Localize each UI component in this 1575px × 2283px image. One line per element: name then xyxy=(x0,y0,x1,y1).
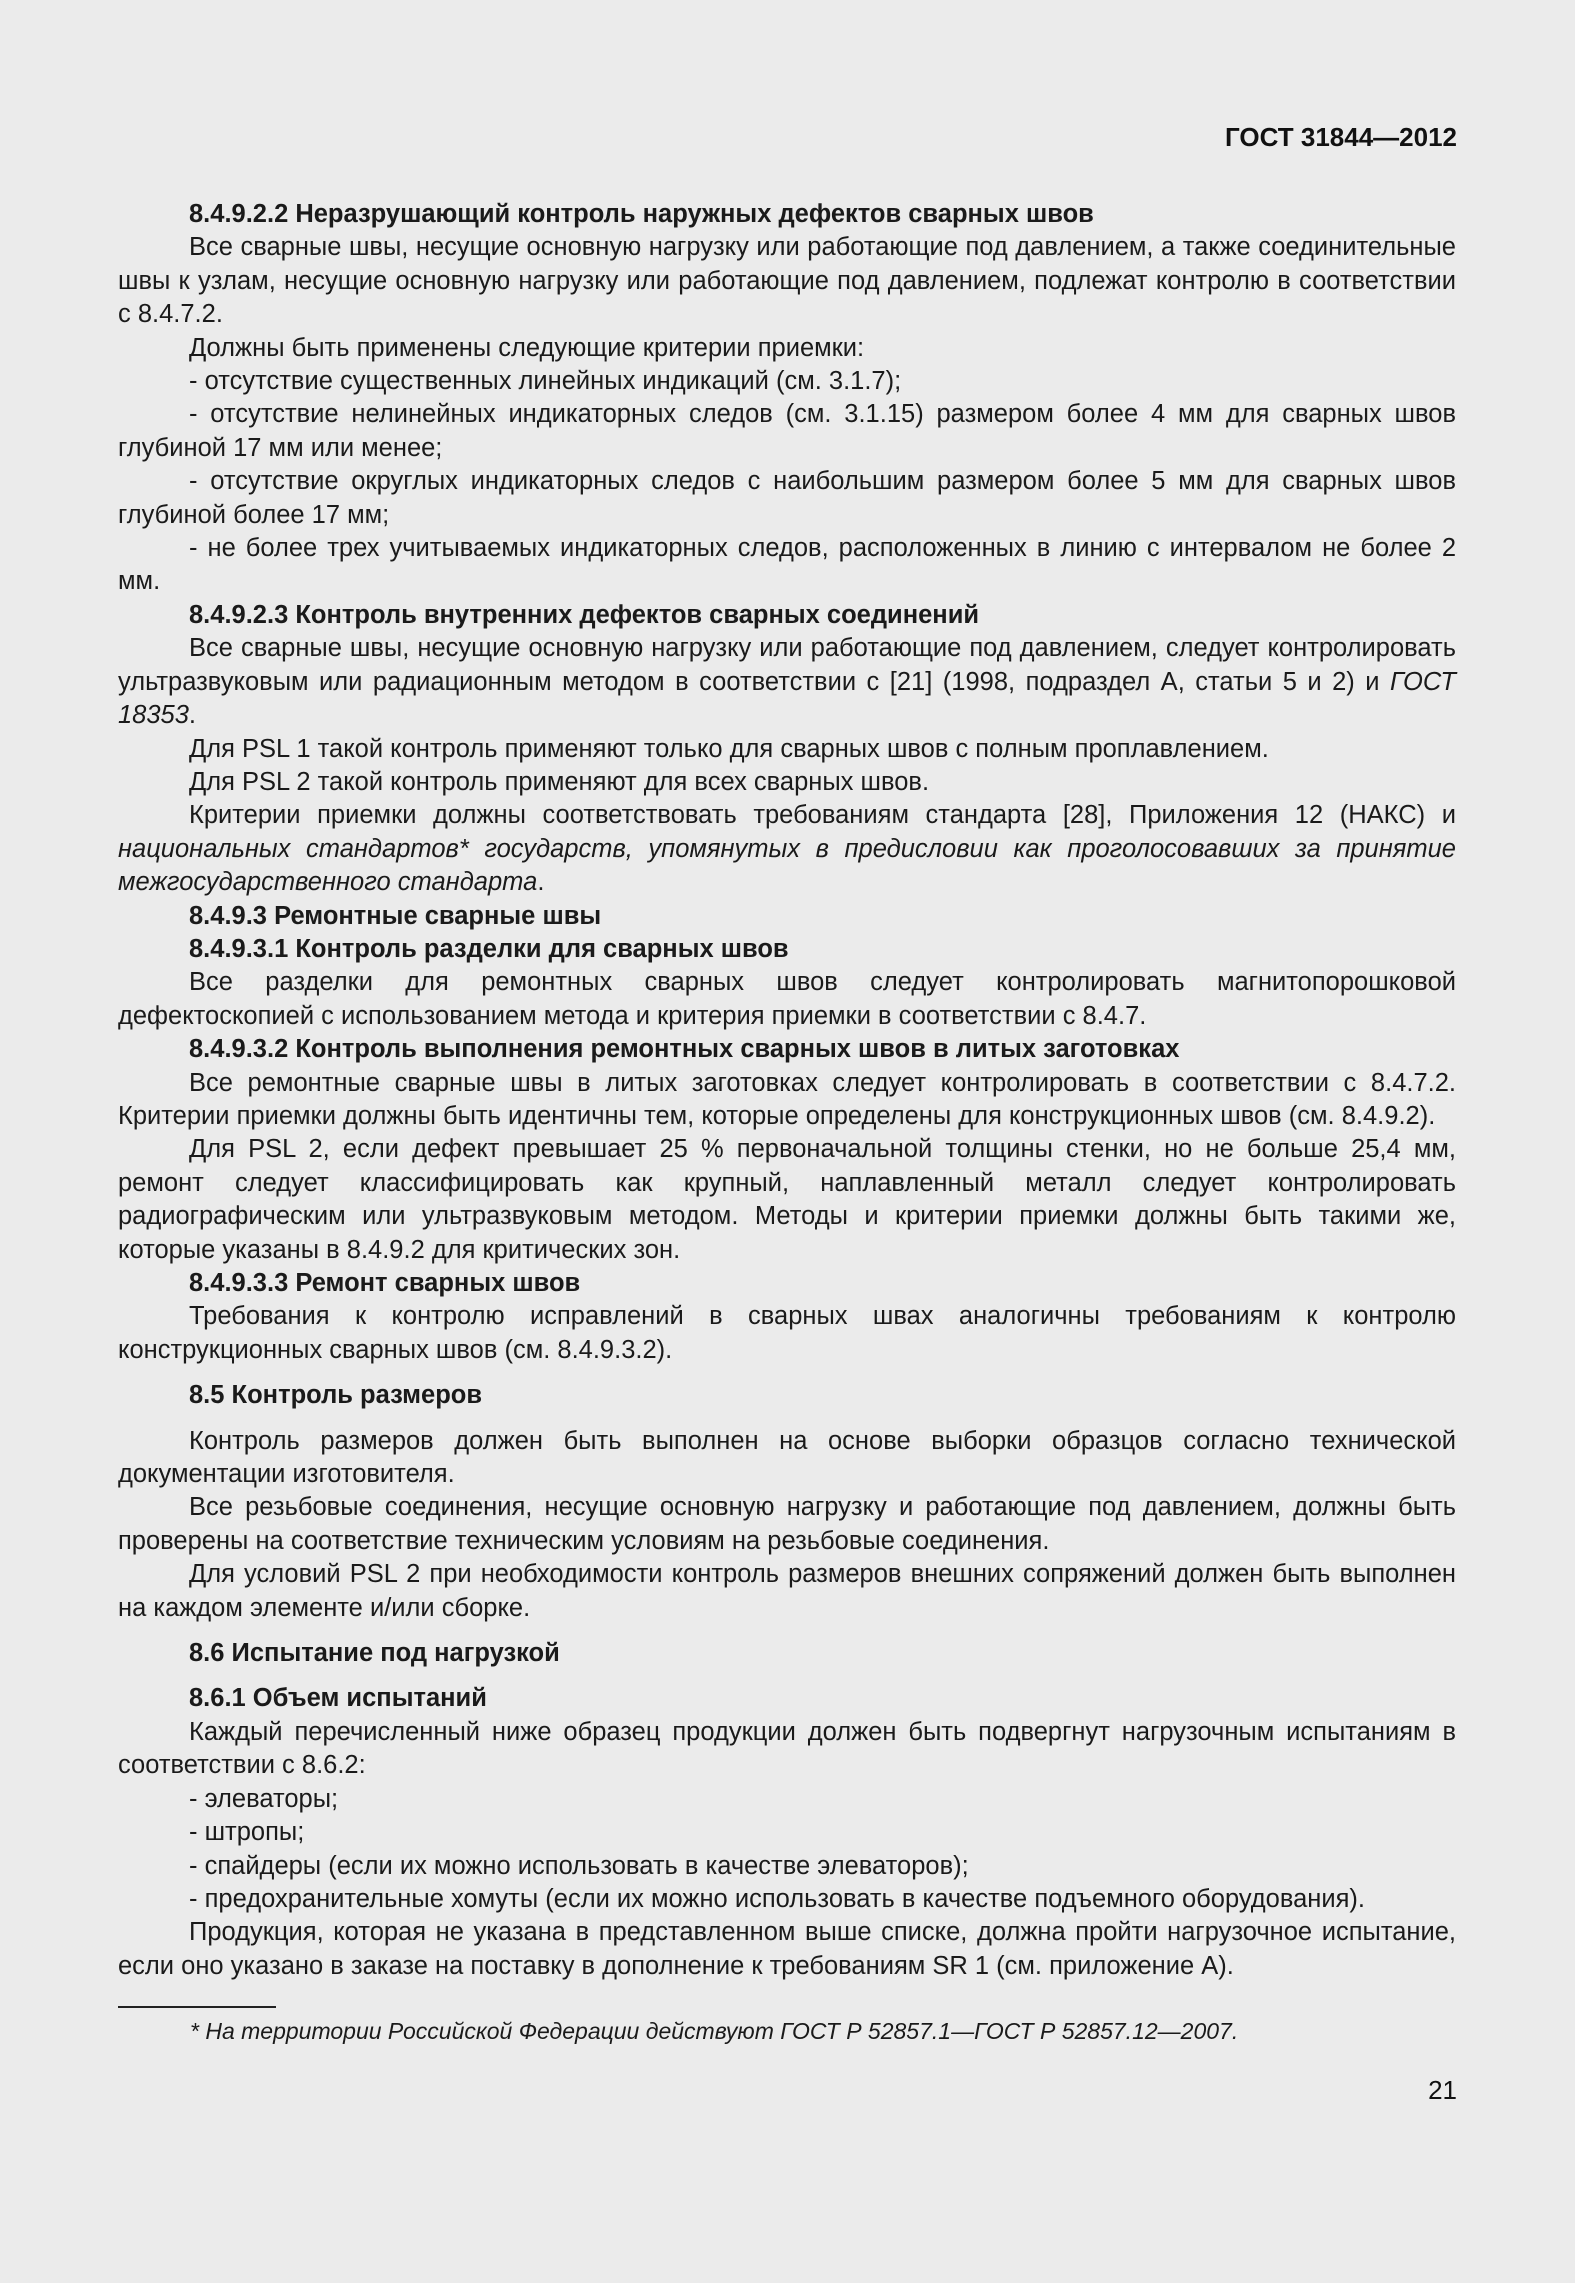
paragraph: Каждый перечисленный ниже образец продукции должен быть подвергнут нагрузочным испытаниям в соответствии с 8.6.2: xyxy=(118,1717,1456,1780)
paragraph: Все разделки для ремонтных сварных швов следует контролировать магнитопорошковой дефектоскопией с использованием метода и критерия приемки в соответствии с 8.4.7. xyxy=(118,968,1456,1030)
section-heading: 8.4.9.3.1 Контроль разделки для сварных швов xyxy=(189,934,789,963)
page-number: 21 xyxy=(1428,2075,1457,2105)
section-heading: 8.5 Контроль размеров xyxy=(189,1381,483,1410)
section-heading: 8.6.1 Объем испытаний xyxy=(189,1684,487,1713)
paragraph: Все сварные швы, несущие основную нагрузку или работающие под давлением, следует контролировать ультразвуковым или радиационным методом в соответствии с [21] (1998, подраздел А, статьи 5 и 2) и ГОСТ 18353. xyxy=(118,634,1456,730)
paragraph: Все ремонтные сварные швы в литых заготовках следует контролировать в соответствии с 8.4.7.2. Критерии приемки должны быть идентичны тем, которые определены для конструкционных швов (см. 8.4.9.2). xyxy=(118,1068,1456,1130)
section-heading: 8.4.9.3.3 Ремонт сварных швов xyxy=(189,1269,581,1297)
paragraph: - элеваторы; xyxy=(189,1784,339,1813)
paragraph: Все резьбовые соединения, несущие основную нагрузку и работающие под давлением, должны быть проверены на соответствие техническим условиям на резьбовые соединения. xyxy=(118,1493,1456,1555)
paragraph: Для PSL 1 такой контроль применяют только для сварных швов с полным проплавлением. xyxy=(189,734,1269,763)
paragraph: Контроль размеров должен быть выполнен на основе выборки образцов согласно технической документации изготовителя. xyxy=(118,1426,1456,1489)
paragraph: - отсутствие нелинейных индикаторных следов (см. 3.1.15) размером более 4 мм для сварных швов глубиной 17 мм или менее; xyxy=(118,400,1456,462)
paragraph: - штропы; xyxy=(189,1818,305,1847)
paragraph: Для PSL 2 такой контроль применяют для всех сварных швов. xyxy=(189,767,930,796)
paragraph: - не более трех учитываемых индикаторных следов, расположенных в линию с интервалом не более 2 мм. xyxy=(118,534,1456,596)
paragraph: - отсутствие существенных линейных индикаций (см. 3.1.7); xyxy=(189,367,902,396)
section-heading: 8.4.9.3 Ремонтные сварные швы xyxy=(189,901,602,930)
section-heading: 8.4.9.2.3 Контроль внутренних дефектов сварных соединений xyxy=(189,600,980,629)
paragraph: Для условий PSL 2 при необходимости контроль размеров внешних сопряжений должен быть выполнен на каждом элементе и/или сборке. xyxy=(118,1560,1456,1622)
document-body xyxy=(118,198,1456,1983)
paragraph: Критерии приемки должны соответствовать требованиям стандарта [28], Приложения 12 (НАКС) и национальных стандартов* государств, упомянутых в предисловии как проголосовавших за принятие межгосударственного стандарта. xyxy=(118,801,1456,897)
document-id: ГОСТ 31844—2012 xyxy=(1225,122,1457,152)
paragraph: Для PSL 2, если дефект превышает 25 % первоначальной толщины стенки, но не больше 25,4 мм, ремонт следует классифицировать как крупный, наплавленный металл следует контролировать радиографическим или ультразвуковым методом. Методы и критерии приемки должны быть такими же, которые указаны в 8.4.9.2 для критических зон. xyxy=(118,1135,1456,1264)
footnote-divider xyxy=(118,2006,276,2008)
paragraph: Все сварные швы, несущие основную нагрузку или работающие под давлением, а также соединительные швы к узлам, несущие основную нагрузку или работающие под давлением, подлежат контролю в соответствии с 8.4.7.2. xyxy=(118,233,1456,329)
paragraph: Требования к контролю исправлений в сварных швах аналогичны требованиям к контролю конструкционных сварных швов (см. 8.4.9.3.2). xyxy=(118,1302,1456,1364)
paragraph: Должны быть применены следующие критерии приемки: xyxy=(189,333,865,362)
section-heading: 8.4.9.3.2 Контроль выполнения ремонтных сварных швов в литых заготовках xyxy=(189,1035,1180,1064)
footnote: * На территории Российской Федерации действуют ГОСТ Р 52857.1—ГОСТ Р 52857.12—2007. xyxy=(190,2018,1239,2044)
paragraph: - спайдеры (если их можно использовать в качестве элеваторов); xyxy=(189,1851,969,1880)
section-heading: 8.4.9.2.2 Неразрушающий контроль наружных дефектов сварных швов xyxy=(189,200,1094,228)
paragraph: - отсутствие округлых индикаторных следов с наибольшим размером более 5 мм для сварных швов глубиной более 17 мм; xyxy=(118,467,1456,529)
section-heading: 8.6 Испытание под нагрузкой xyxy=(189,1639,560,1668)
paragraph: - предохранительные хомуты (если их можно использовать в качестве подъемного оборудования). xyxy=(189,1884,1365,1913)
paragraph: Продукция, которая не указана в представленном выше списке, должна пройти нагрузочное испытание, если оно указано в заказе на поставку в дополнение к требованиям SR 1 (см. приложение А). xyxy=(118,1918,1456,1980)
